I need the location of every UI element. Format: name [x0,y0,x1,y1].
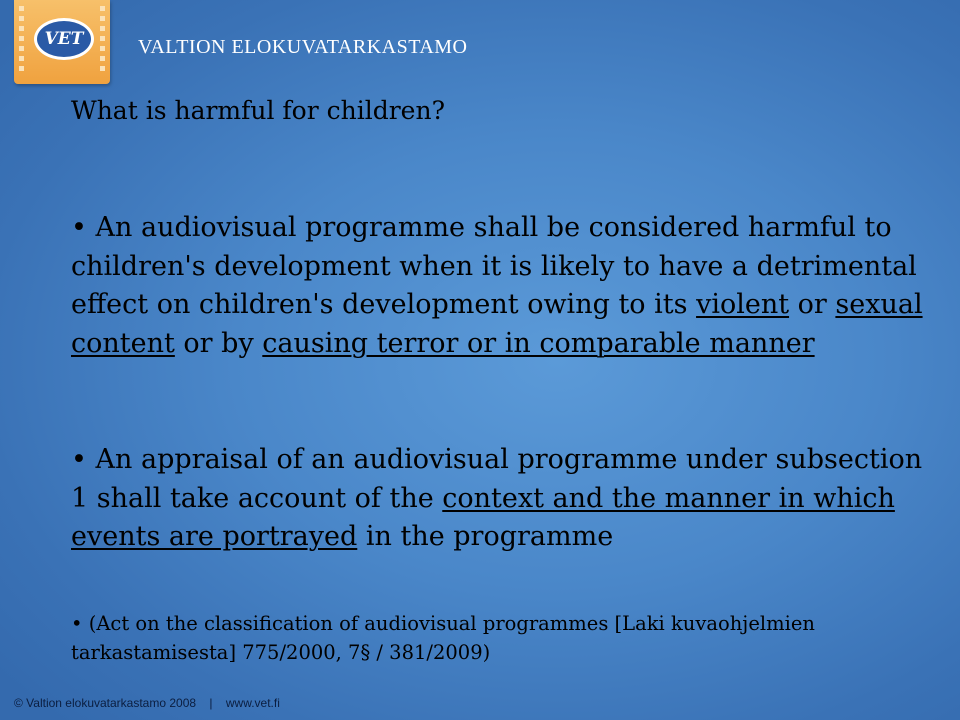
organization-name: VALTION ELOKUVATARKASTAMO [138,36,468,58]
bullet2-text-1: An appraisal of an audiovisual programme under subsection 1 shall take account of the [71,444,923,514]
footer-website-link[interactable]: www.vet.fi [225,696,280,710]
vet-logo [14,0,110,84]
underlined-sexual-content: sexual content [71,289,923,359]
bullet-appraisal [71,441,941,557]
underlined-context-manner: context and the manner in which events are portrayed [71,482,895,552]
bullet1-text-1: An audiovisual programme shall be considered harmful to children's development when it is likely to have a detrimental effect on children's development owing to its [71,212,917,320]
underlined-violent: violent [696,289,790,320]
footer [14,696,280,710]
footer-separator: | [209,696,213,710]
underlined-causing-terror: causing terror or in comparable manner [262,327,815,359]
bullet-marker: • [71,444,87,475]
bullet-harmful-definition [71,209,941,363]
legal-reference-text: (Act on the classification of audiovisual programmes [Laki kuvaohjelmien tarkastamisesta] 775/2000, 7§ / 381/2009) [71,612,815,664]
bullet-marker: • [71,612,83,635]
legal-reference-note [71,609,951,667]
vet-logo-oval: VET [34,18,94,60]
bullet1-text-2: or [789,289,836,320]
slide-title: What is harmful for children? [71,96,445,125]
footer-copyright: © Valtion elokuvatarkastamo 2008 [14,696,197,710]
bullet-marker: • [71,212,87,243]
bullet1-text-3: or by [174,327,263,359]
bullet2-text-2: in the programme [357,521,614,552]
